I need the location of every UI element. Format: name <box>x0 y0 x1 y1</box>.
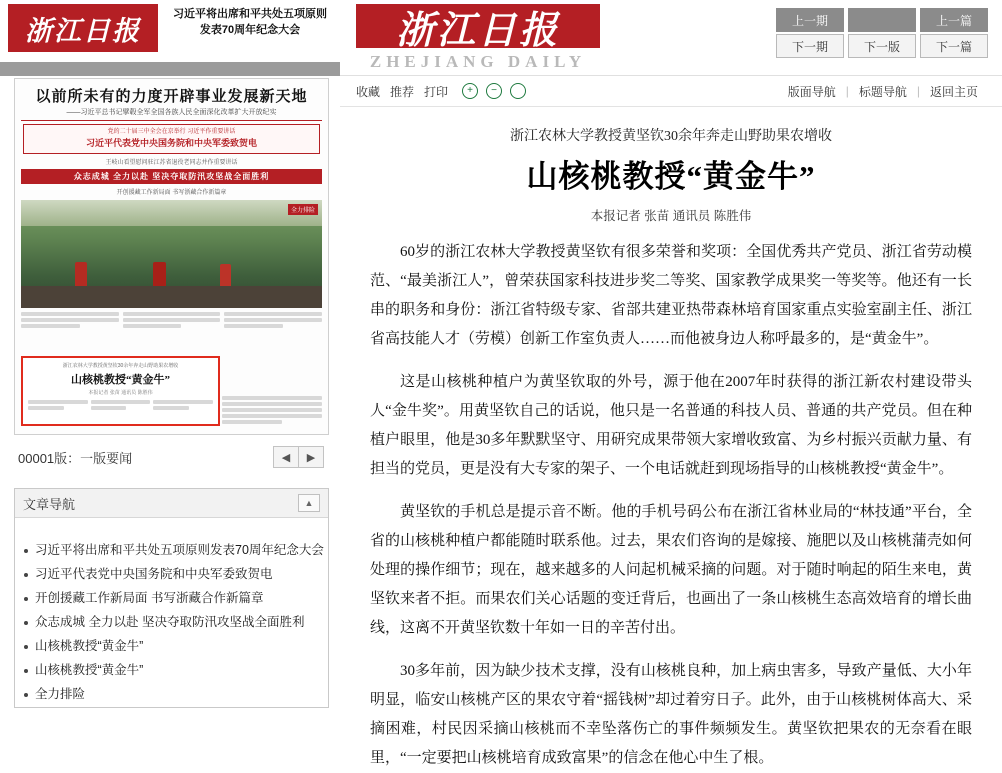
preview-band-text: 王岐山看望慰问驻江苏省退役老同志并作重要讲话 <box>105 160 238 166</box>
toolbar-separator-1: | <box>845 84 849 98</box>
preview-band-title: 众志成城 全力以赴 坚决夺取防汛攻坚战全面胜利 <box>21 169 322 184</box>
preview-photo <box>21 200 322 308</box>
preview-text-column <box>91 400 151 412</box>
nav-item-0[interactable]: 习近平将出席和平共处五项原则发表70周年纪念大会 <box>21 542 324 559</box>
preview-text-columns <box>21 312 322 330</box>
newspaper-page-preview[interactable] <box>14 78 329 435</box>
preview-text-line <box>153 400 213 404</box>
preview-text-column <box>123 312 221 330</box>
preview-photo-sky <box>21 200 322 226</box>
issue-nav-row-bottom <box>772 34 988 58</box>
preview-rule <box>21 120 322 121</box>
prev-section-button[interactable] <box>848 8 916 32</box>
preview-text-line <box>28 406 64 410</box>
article-paragraph-3: 30多年前，因为缺少技术支撑，没有山核桃良种，加上病虫害多，导致产量低、大小年明显，临安山核桃产区的果农守着“摇钱树”却过着穷日子。此外，由于山核桃树体高大、采摘困难，村民因采摘山核桃而不幸坠落伤亡的事件频频发生。黄坚钦把果农的无奈看在眼里，“一定要把山核桃培育成致富果”的信念在他心中生了根。 <box>370 663 972 766</box>
preview-text-line <box>153 406 189 410</box>
article-nav-title: 文章导航 <box>23 496 76 512</box>
left-masthead-divider <box>0 62 340 76</box>
article-body <box>370 238 972 773</box>
zoom-out-icon[interactable]: − <box>486 83 502 99</box>
preview-highlighted-article[interactable] <box>21 356 220 426</box>
favorite-button[interactable]: 收藏 <box>356 84 381 99</box>
preview-text-line <box>123 324 182 328</box>
preview-text-line <box>21 312 119 316</box>
prev-page-button[interactable]: ◀ <box>273 446 299 468</box>
nav-item-2[interactable]: 开创援藏工作新局面 书写浙藏合作新篇章 <box>21 590 324 607</box>
right-panel <box>340 0 1002 766</box>
nav-item-3[interactable]: 众志成城 全力以赴 坚决夺取防汛攻坚战全面胜利 <box>21 614 324 631</box>
preview-red-box <box>23 124 320 154</box>
preview-text-line <box>123 318 221 322</box>
preview-text-column <box>153 400 213 412</box>
issue-nav-row-top <box>772 8 988 32</box>
toolbar-actions <box>356 83 448 100</box>
toolbar-separator-2: | <box>916 84 920 98</box>
zoom-in-icon[interactable]: + <box>462 83 478 99</box>
article-byline: 本报记者 张苗 通讯员 陈胜伟 <box>590 209 752 223</box>
print-button[interactable]: 打印 <box>424 84 449 99</box>
site-masthead <box>340 0 1002 76</box>
preview-text-column <box>224 312 322 330</box>
nav-item-5[interactable]: 山核桃教授“黄金牛” <box>21 662 324 679</box>
left-masthead-headline <box>166 6 334 38</box>
article-nav-list <box>15 534 328 703</box>
preview-text-line <box>21 324 80 328</box>
article-paragraph-1: 这是山核桃种植户为黄坚钦取的外号，源于他在2007年时获得的浙江新农村建设带头人“金牛奖”。用黄坚钦自己的话说，他只是一名普通的科技人员、普通的共产党员。但在种植户眼里，他是30多年默默坚守、用研究成果带领大家增收致富、为乡村振兴贡献力量、有担当的党员，更是没有大专家的架子、一个电话就赶到现场指导的山核桃教授“黄金牛”。 <box>370 374 972 477</box>
preview-text-line <box>224 318 322 322</box>
nav-item-4[interactable]: 山核桃教授“黄金牛” <box>21 638 324 655</box>
next-page-button[interactable]: ▶ <box>299 446 324 468</box>
preview-photo-tag: 全力排险 <box>288 204 318 215</box>
preview-text-line <box>21 318 119 322</box>
reset-zoom-icon[interactable] <box>510 83 526 99</box>
article-toolbar <box>340 76 1002 107</box>
preview-lead-title: 以前所未有的力度开辟事业发展新天地 <box>35 89 308 105</box>
preview-text-line <box>224 312 322 316</box>
toolbar-zoom-icons <box>462 83 526 99</box>
preview-side-columns <box>222 396 322 426</box>
left-masthead-headline-line1: 习近平将出席和平共处五项原则 <box>173 8 327 20</box>
preview-highlight-columns <box>23 396 218 412</box>
preview-text-line <box>222 414 322 418</box>
article-nav-panel <box>14 488 329 708</box>
preview-highlight-title: 山核桃教授“黄金牛” <box>71 374 170 386</box>
prev-article-button[interactable]: 上一篇 <box>920 8 988 32</box>
chevron-up-icon[interactable]: ▲ <box>298 494 320 512</box>
preview-text-column <box>28 400 88 412</box>
nav-item-6[interactable]: 全力排险 <box>21 686 324 703</box>
preview-photo-caption: 开创援藏工作新局面 书写浙藏合作新篇章 <box>116 190 227 196</box>
preview-text-line <box>91 406 127 410</box>
preview-text-line <box>222 408 322 412</box>
article-container <box>340 107 1002 773</box>
left-masthead-headline-line2: 发表70周年纪念大会 <box>199 24 301 36</box>
preview-lead-sub: ——习近平总书记擘毂全军全国各族人民全面深化改革扩大开放纪实 <box>66 109 277 116</box>
issue-nav-buttons <box>772 8 988 60</box>
article-kicker: 浙江农林大学教授黄坚钦30余年奔走山野助果农增收 <box>510 129 832 144</box>
preview-text-line <box>28 400 88 404</box>
prev-issue-button[interactable]: 上一期 <box>776 8 844 32</box>
nav-item-1[interactable]: 习近平代表党中央国务院和中央军委致贺电 <box>21 566 324 583</box>
next-article-button[interactable]: 下一篇 <box>920 34 988 58</box>
preview-text-line <box>222 396 322 400</box>
left-masthead-logo: 浙江日报 <box>8 4 158 52</box>
article-headline: 山核桃教授“黄金牛” <box>526 159 816 194</box>
layout-nav-link[interactable]: 版面导航 <box>787 84 836 99</box>
left-masthead <box>0 0 340 63</box>
next-section-button[interactable]: 下一版 <box>848 34 916 58</box>
preview-photo-ground <box>21 286 322 308</box>
site-logo-en: ZHEJIANG DAILY <box>369 52 587 71</box>
preview-text-line <box>222 420 282 424</box>
page-pager[interactable] <box>273 446 324 468</box>
toolbar-links <box>778 83 988 100</box>
preview-text-column <box>21 312 119 330</box>
preview-red-box-line2: 习近平代表党中央国务院和中央军委致贺电 <box>85 138 257 148</box>
left-panel <box>0 0 340 706</box>
page-caption: 00001版：一版要闻 <box>18 451 133 466</box>
preview-text-line <box>91 400 151 404</box>
preview-text-line <box>224 324 283 328</box>
preview-red-box-line1: 党的二十届三中全会在京举行 习近平作重要讲话 <box>107 129 236 135</box>
article-nav-header <box>15 489 328 518</box>
home-link[interactable]: 返回主页 <box>929 84 978 99</box>
site-logo: 浙江日报 <box>356 4 600 48</box>
preview-text-line <box>222 402 322 406</box>
recommend-button[interactable]: 推荐 <box>390 84 415 99</box>
article-paragraph-2: 黄坚钦的手机总是提示音不断。他的手机号码公布在浙江省林业局的“林技通”平台，全省的山核桃种植户都能随时联系他。过去，果农们咨询的是嫁接、施肥以及山核桃蒲壳如何处理的操作细节；现在，越来越多的人问起机械采摘的问题。对于随时响起的陌生来电，黄坚钦来者不拒。而果农们关心话题的变迁背后，也画出了一条山核桃生态高效培育的增长曲线，这离不开黄坚钦数十年如一日的辛苦付出。 <box>370 504 972 636</box>
preview-highlight-kicker: 浙江农林大学教授黄坚钦30余年奔走山野助果农增收 <box>62 363 179 369</box>
preview-highlight-byline: 本报记者 张苗 通讯员 陈胜伟 <box>88 390 153 396</box>
title-nav-link[interactable]: 标题导航 <box>858 84 907 99</box>
preview-text-line <box>123 312 221 316</box>
article-paragraph-0: 60岁的浙江农林大学教授黄坚钦有很多荣誉和奖项：全国优秀共产党员、浙江省劳动模范、“最美浙江人”，曾荣获国家科技进步奖二等奖、国家教学成果奖一等奖等。他还有一长串的职务和身份：浙江省特级专家、省部共建亚热带森林培育国家重点实验室副主任、浙江省高技能人才（劳模）创新工作室负责人……而他被身边人称呼最多的，是“黄金牛”。 <box>370 244 972 347</box>
next-issue-button[interactable]: 下一期 <box>776 34 844 58</box>
